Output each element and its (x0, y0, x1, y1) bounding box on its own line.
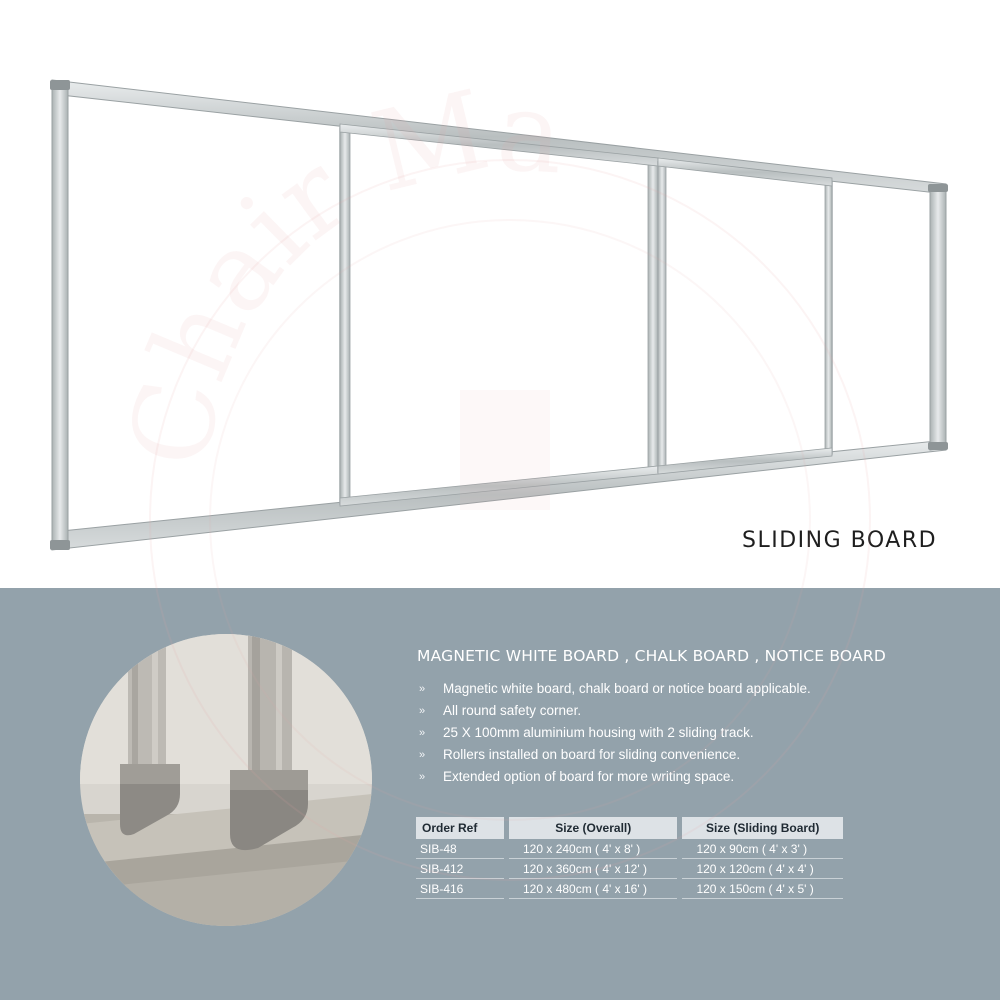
product-title: SLIDING BOARD (742, 528, 938, 553)
frame-corner-detail-photo (80, 634, 372, 926)
table-row: SIB-412 120 x 360cm ( 4' x 12' ) 120 x 120cm ( 4' x 4' ) (416, 859, 843, 879)
feature-item: » Magnetic white board, chalk board or notice board applicable. (419, 679, 919, 701)
column-header-order-ref: Order Ref (416, 817, 504, 839)
section-heading: MAGNETIC WHITE BOARD , CHALK BOARD , NOTICE BOARD (417, 647, 886, 665)
bullet-icon: » (419, 683, 426, 695)
feature-item: » All round safety corner. (419, 701, 919, 723)
feature-item: » Rollers installed on board for sliding convenience. (419, 745, 919, 767)
bullet-icon: » (419, 727, 426, 739)
sliding-panel-right (658, 158, 832, 474)
feature-item: » 25 X 100mm aluminium housing with 2 sliding track. (419, 723, 919, 745)
table-row: SIB-48 120 x 240cm ( 4' x 8' ) 120 x 90cm ( 4' x 3' ) (416, 839, 843, 859)
table-header-row (416, 817, 843, 839)
bullet-icon: » (419, 705, 426, 717)
bullet-icon: » (419, 771, 426, 783)
feature-list (419, 679, 919, 789)
column-header-size-sliding: Size (Sliding Board) (682, 817, 843, 839)
column-header-size-overall: Size (Overall) (509, 817, 677, 839)
table-row: SIB-416 120 x 480cm ( 4' x 16' ) 120 x 150cm ( 4' x 5' ) (416, 879, 843, 899)
bullet-icon: » (419, 749, 426, 761)
specification-table (416, 817, 843, 899)
sliding-panel-left (340, 124, 658, 506)
feature-item: » Extended option of board for more writing space. (419, 767, 919, 789)
